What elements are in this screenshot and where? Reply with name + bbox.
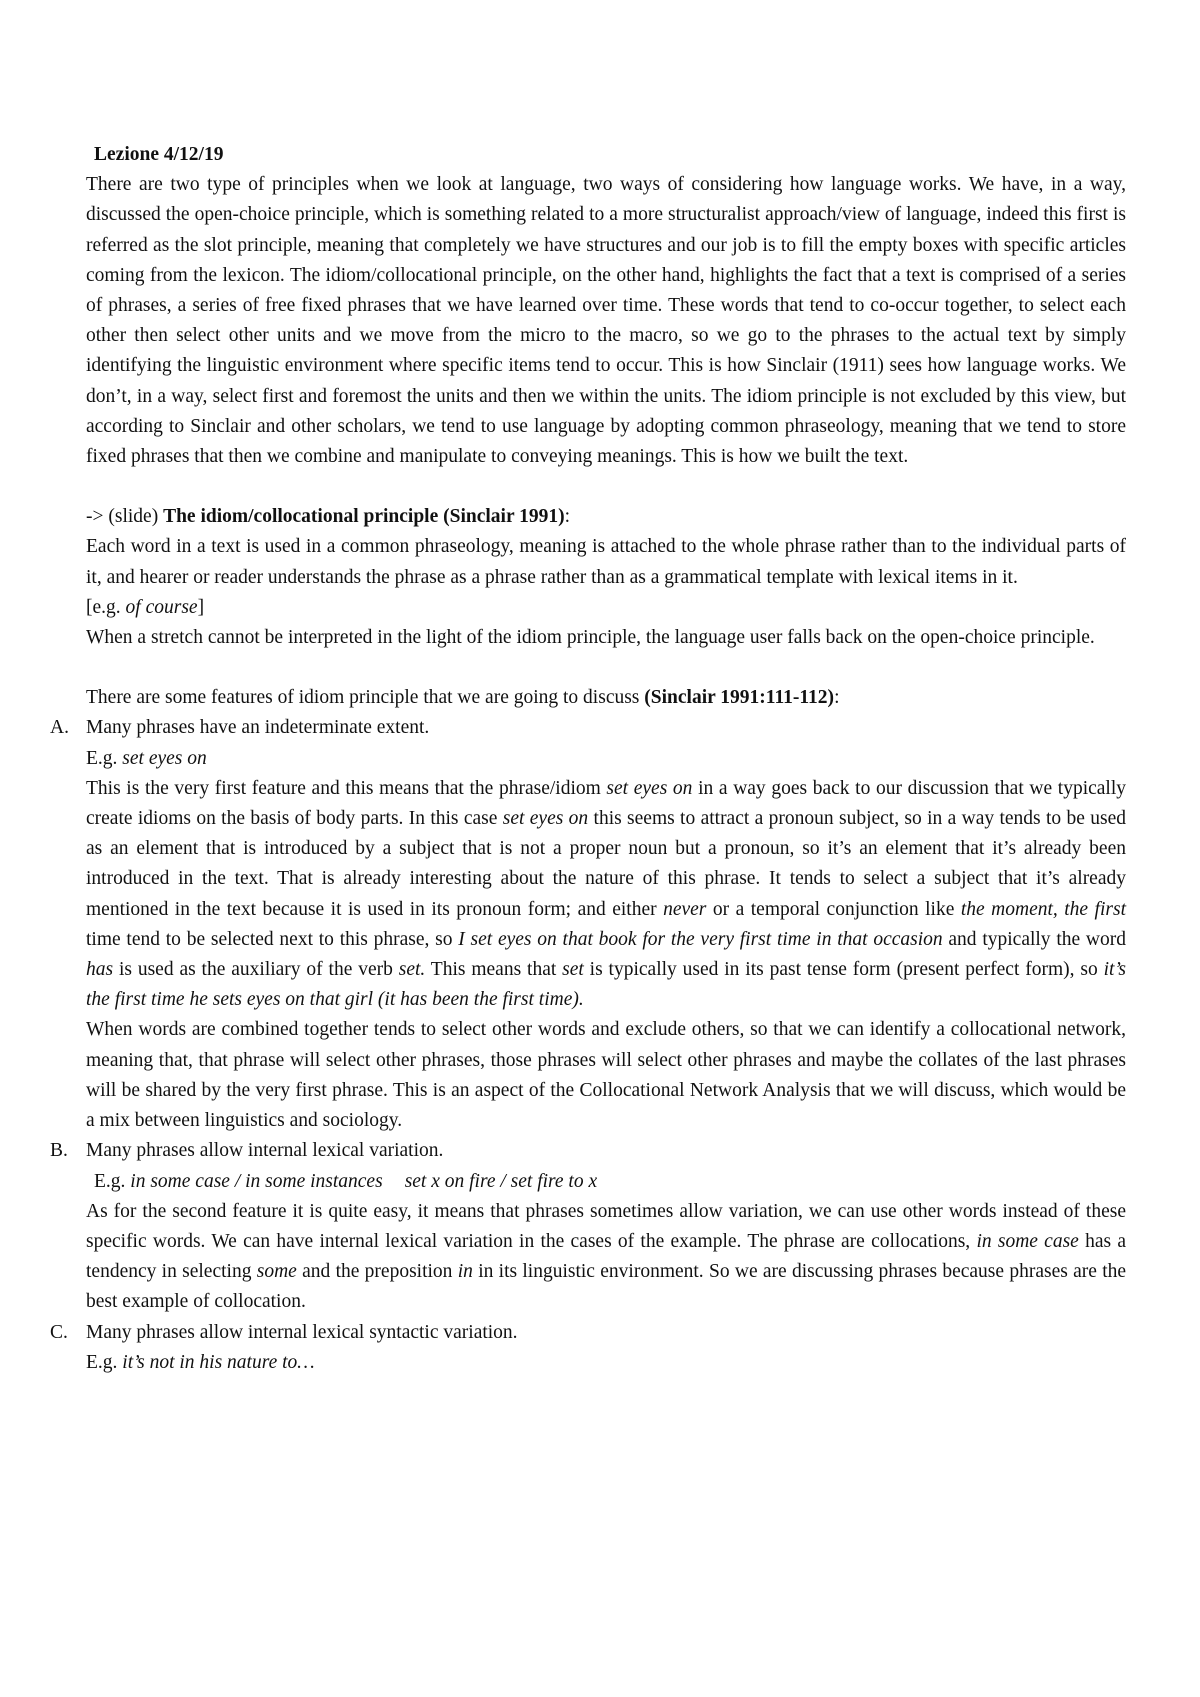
paragraph-gap — [86, 472, 1126, 502]
item-b-heading: Many phrases allow internal lexical variation. — [86, 1140, 444, 1162]
list-marker-a: A. — [50, 717, 69, 739]
slide-heading-line — [86, 502, 1126, 532]
list-item-a — [50, 713, 1127, 1136]
slide-fallback: When a stretch cannot be interpreted in the light of the idiom principle, the language user falls back on the open-choice principle. — [86, 627, 1095, 649]
slide-example: [e.g. of course] — [86, 596, 205, 618]
slide-example-phrase: of course — [125, 596, 198, 618]
features-intro: There are some features of idiom principle that we are going to discuss (Sinclair 1991:111-112): — [86, 687, 840, 709]
item-a-network-paragraph: When words are combined together tends to select other words and exclude others, so that we can identify a collocational network, meaning that, that phrase will select other phrases, those phrases will select other phrases and maybe the collates of the last phrases will be shared by the very first phrase. This is an aspect of the Collocational Network Analysis that we will discuss, which would be a mix between linguistics and sociology. — [86, 1019, 1126, 1132]
features-reference: (Sinclair 1991:111-112) — [644, 687, 835, 709]
item-c-example-phrase: it’s not in his nature to… — [122, 1351, 315, 1373]
item-a-explanation: This is the very first feature and this means that the phrase/idiom set eyes on in a way goes back to our discussion that we typically create idioms on the basis of body parts. In this case set eyes on this seems to attract a pronoun subject, so in a way tends to be used as an element that is introduced by a subject that is not a proper noun but a pronoun, so it’s an element that it’s already been introduced in the text. That is already interesting about the nature of this phrase. It tends to select a subject that it’s already mentioned in the text because it is used in its pronoun form; and either never or a temporal conjunction like the moment, the first time tend to be selected next to this phrase, so I set eyes on that book for the very first time in that occasion and typically the word has is used as the auxiliary of the verb set. This means that set is typically used in its past tense form (present perfect form), so it’s the first time he sets eyes on that girl (it has been the first time). — [86, 777, 1127, 1011]
slide-heading: The idiom/collocational principle (Sinclair 1991) — [163, 506, 565, 528]
list-marker-b: B. — [50, 1140, 68, 1162]
item-b-example: E.g. in some case / in some instances set x on fire / set fire to x — [94, 1170, 598, 1192]
paragraph-gap — [86, 653, 1126, 683]
item-b-explanation: As for the second feature it is quite easy, it means that phrases sometimes allow variation, we can use other words instead of these specific words. We can have internal lexical variation in the cases of the example. The phrase are collocations, in some case has a tendency in selecting some and the preposition in in its linguistic environment. So we are discussing phrases because phrases are the best example of collocation. — [86, 1200, 1127, 1313]
slide-colon: : — [564, 506, 571, 528]
list-item-c — [50, 1318, 1126, 1378]
lesson-title: Lezione 4/12/19 — [94, 144, 224, 165]
item-c-heading: Many phrases allow internal lexical syntactic variation. — [86, 1321, 518, 1343]
intro-paragraph: There are two type of principles when we look at language, two ways of considering how language works. We have, in a way, discussed the open-choice principle, which is something related to a more structuralist approach/view of language, indeed this first is referred as the slot principle, meaning that completely we have structures and our job is to fill the empty boxes with specific articles coming from the lexicon. The idiom/collocational principle, on the other hand, highlights the fact that a text is comprised of a series of phrases, a series of free fixed phrases that we have learned over time. These words that tend to co-occur together, to select each other then select other units and we move from the micro to the macro, so we go to the phrases to the actual text by simply identifying the linguistic environment where specific items tend to occur. This is how Sinclair (1911) sees how language works. We don’t, in a way, select first and foremost the units and then we within the units. The idiom principle is not excluded by this view, but according to Sinclair and other scholars, we tend to use language by adopting common phraseology, meaning that we tend to store fixed phrases that then we combine and manipulate to conveying meanings. This is how we built the text. — [86, 174, 1126, 468]
list-marker-c: C. — [50, 1321, 68, 1343]
slide-prefix: -> (slide) — [86, 506, 164, 528]
item-a-heading: Many phrases have an indeterminate extent. — [86, 717, 430, 739]
list-item-b — [50, 1136, 1127, 1317]
item-b-example-phrase-1: in some case / in some instances — [130, 1170, 383, 1192]
document-page — [50, 140, 1127, 1378]
item-a-example: E.g. set eyes on — [86, 747, 207, 769]
slide-definition: Each word in a text is used in a common phraseology, meaning is attached to the whole phrase rather than to the individual parts of it, and hearer or reader understands the phrase as a phrase rather than as a grammatical template with lexical items in it. — [86, 536, 1126, 588]
item-b-example-phrase-2: set x on fire / set fire to x — [404, 1170, 598, 1192]
item-a-example-phrase: set eyes on — [122, 747, 207, 769]
item-c-example: E.g. it’s not in his nature to… — [86, 1351, 315, 1373]
